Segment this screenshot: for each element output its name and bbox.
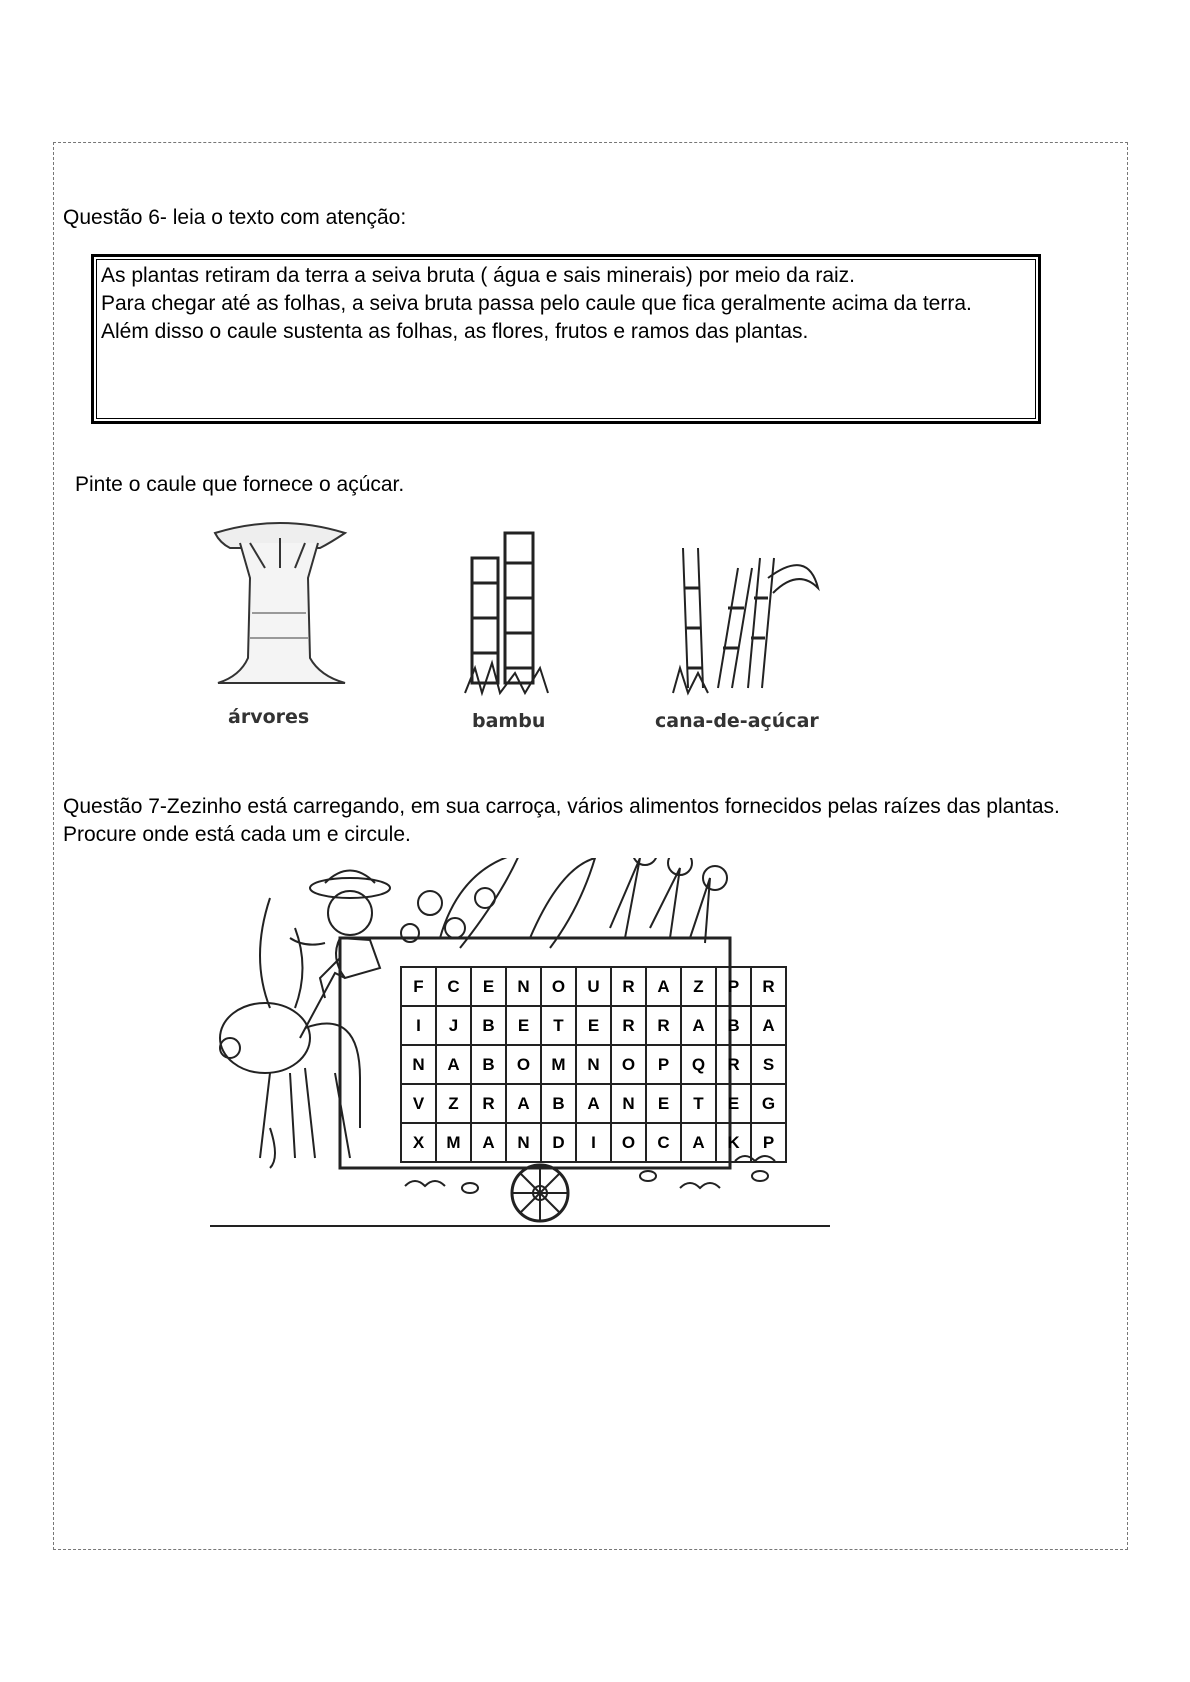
instruction-text: Pinte o caule que fornece o açúcar.: [75, 473, 405, 496]
tree-illustration[interactable]: [210, 518, 350, 688]
label-cana-de-acucar: cana-de-açúcar: [655, 710, 819, 732]
grid-cell[interactable]: A: [576, 1084, 611, 1123]
grid-cell[interactable]: E: [506, 1006, 541, 1045]
grid-row: [401, 1084, 786, 1123]
grid-cell[interactable]: B: [471, 1006, 506, 1045]
grid-cell[interactable]: O: [506, 1045, 541, 1084]
grid-cell[interactable]: E: [646, 1084, 681, 1123]
grid-cell[interactable]: Z: [681, 967, 716, 1006]
grid-cell[interactable]: R: [751, 967, 786, 1006]
sugarcane-illustration[interactable]: [668, 528, 828, 698]
grid-cell[interactable]: A: [436, 1045, 471, 1084]
grid-cell[interactable]: E: [716, 1084, 751, 1123]
grid-cell[interactable]: Q: [681, 1045, 716, 1084]
question-7-text: Questão 7-Zezinho está carregando, em sua carroça, vários alimentos fornecidos pelas raízes das plantas. Procure onde está cada um e circule.: [63, 795, 1060, 846]
grid-row: [401, 1123, 786, 1162]
grid-cell[interactable]: I: [576, 1123, 611, 1162]
grid-cell[interactable]: T: [541, 1006, 576, 1045]
grid-cell[interactable]: B: [471, 1045, 506, 1084]
grid-cell[interactable]: R: [471, 1084, 506, 1123]
grid-cell[interactable]: P: [751, 1123, 786, 1162]
grid-cell[interactable]: A: [751, 1006, 786, 1045]
grid-cell[interactable]: K: [716, 1123, 751, 1162]
grid-cell[interactable]: O: [611, 1045, 646, 1084]
grid-cell[interactable]: D: [541, 1123, 576, 1162]
question-6-title: Questão 6- leia o texto com atenção:: [63, 206, 407, 229]
grid-cell[interactable]: R: [646, 1006, 681, 1045]
word-search-grid[interactable]: [400, 966, 787, 1163]
grid-row: [401, 967, 786, 1006]
grid-cell[interactable]: N: [401, 1045, 436, 1084]
grid-cell[interactable]: O: [611, 1123, 646, 1162]
grid-cell[interactable]: N: [611, 1084, 646, 1123]
bamboo-illustration[interactable]: [460, 528, 560, 698]
grid-cell[interactable]: A: [471, 1123, 506, 1162]
grid-cell[interactable]: P: [646, 1045, 681, 1084]
grid-cell[interactable]: A: [681, 1123, 716, 1162]
label-bambu: bambu: [472, 710, 546, 732]
label-arvores: árvores: [228, 706, 310, 728]
grid-cell[interactable]: N: [506, 967, 541, 1006]
grid-cell[interactable]: B: [541, 1084, 576, 1123]
grid-cell[interactable]: U: [576, 967, 611, 1006]
grid-cell[interactable]: P: [716, 967, 751, 1006]
reading-text-box: [91, 254, 1041, 424]
grid-cell[interactable]: T: [681, 1084, 716, 1123]
grid-cell[interactable]: A: [506, 1084, 541, 1123]
grid-cell[interactable]: A: [646, 967, 681, 1006]
grid-cell[interactable]: G: [751, 1084, 786, 1123]
grid-cell[interactable]: O: [541, 967, 576, 1006]
grid-cell[interactable]: N: [576, 1045, 611, 1084]
grid-cell[interactable]: E: [471, 967, 506, 1006]
grid-cell[interactable]: R: [716, 1045, 751, 1084]
grid-cell[interactable]: M: [541, 1045, 576, 1084]
grid-cell[interactable]: C: [436, 967, 471, 1006]
grid-cell[interactable]: J: [436, 1006, 471, 1045]
text-line: Para chegar até as folhas, a seiva bruta passa pelo caule que fica geralmente acima da terra.: [101, 292, 972, 315]
grid-row: [401, 1045, 786, 1084]
grid-cell[interactable]: C: [646, 1123, 681, 1162]
grid-cell[interactable]: R: [611, 1006, 646, 1045]
grid-cell[interactable]: V: [401, 1084, 436, 1123]
text-line: Além disso o caule sustenta as folhas, as flores, frutos e ramos das plantas.: [101, 320, 809, 343]
grid-cell[interactable]: N: [506, 1123, 541, 1162]
text-line: As plantas retiram da terra a seiva bruta ( água e sais minerais) por meio da raiz.: [101, 264, 856, 287]
grid-cell[interactable]: M: [436, 1123, 471, 1162]
grid-cell[interactable]: F: [401, 967, 436, 1006]
grid-cell[interactable]: I: [401, 1006, 436, 1045]
grid-cell[interactable]: Z: [436, 1084, 471, 1123]
grid-cell[interactable]: A: [681, 1006, 716, 1045]
grid-cell[interactable]: R: [611, 967, 646, 1006]
grid-cell[interactable]: B: [716, 1006, 751, 1045]
grid-cell[interactable]: X: [401, 1123, 436, 1162]
grid-row: [401, 1006, 786, 1045]
grid-cell[interactable]: S: [751, 1045, 786, 1084]
grid-cell[interactable]: E: [576, 1006, 611, 1045]
